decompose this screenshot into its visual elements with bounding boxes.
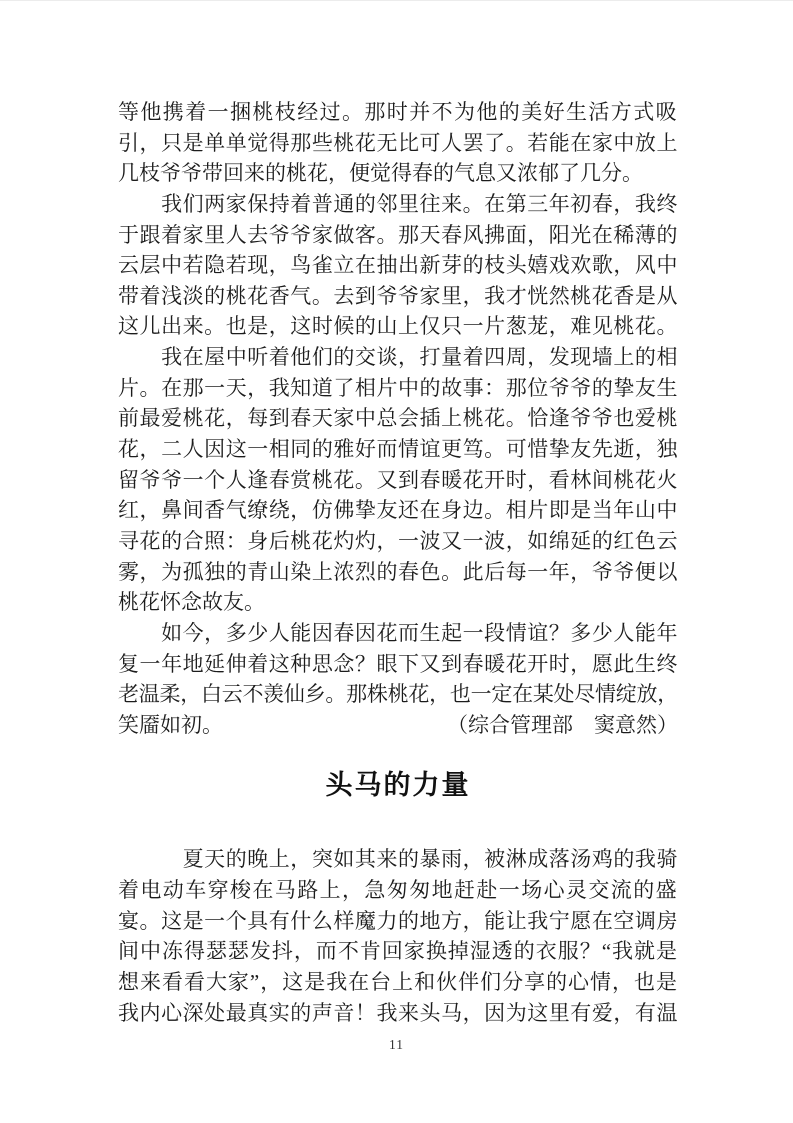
text-line [118,526,678,557]
text-line [118,557,678,588]
text-run: 花，二人因这一相同的雅好而情谊更笃。可惜挚友先逝，独 [118,437,678,462]
text-line [118,281,678,312]
text-line [118,875,678,906]
text-run: 前最爱桃花，每到春天家中总会插上桃花。恰逢爷爷也爱桃 [118,406,678,431]
text-line [118,158,678,189]
text-run: 红，鼻间香气缭绕，仿佛挚友还在身边。相片即是当年山中 [118,498,678,523]
text-run: 几枝爷爷带回来的桃花，便觉得春的气息又浓郁了几分。 [118,161,643,186]
text-line [118,128,678,159]
text-run: 我内心深处最真实的声音！我来头马，因为这里有爱，有温 [118,1000,678,1025]
text-run: 寻花的合照：身后桃花灼灼，一波又一波，如绵延的红色云 [118,528,678,553]
text-run: 老温柔，白云不羡仙乡。那株桃花，也一定在某处尽情绽放， [118,682,678,707]
text-run: 我在屋中听着他们的交谈，打量着四周，发现墙上的相 [118,345,678,370]
text-run: 带着浅淡的桃花香气。去到爷爷家里，我才恍然桃花香是从 [118,283,678,308]
text-line-with-attribution [118,710,678,741]
text-run: 这儿出来。也是，这时候的山上仅只一片葱茏，难见桃花。 [118,314,678,339]
text-line [118,679,678,710]
text-line [118,618,678,649]
text-line [118,465,678,496]
text-line [118,97,678,128]
text-line [118,220,678,251]
text-line [118,250,678,281]
text-line [118,844,678,875]
text-run: 引，只是单单觉得那些桃花无比可人罢了。若能在家中放上 [118,130,678,155]
text-run: 雾，为孤独的青山染上浓烈的春色。此后每一年，爷爷便以 [118,559,678,584]
text-line [118,587,678,618]
text-line [118,189,678,220]
text-line [118,342,678,373]
text-run: 桃花怀念故友。 [118,590,265,615]
paragraph-end-text: 笑靥如初。 [118,712,223,737]
attribution: （综合管理部 窦意然） [447,712,678,737]
text-line [118,936,678,967]
text-run: 想来看看大家”，这是我在台上和伙伴们分享的心情，也是 [118,970,678,995]
text-line [118,403,678,434]
text-line [118,967,678,998]
text-run: 于跟着家里人去爷爷家做客。那天春风拂面，阳光在稀薄的 [118,222,678,247]
text-run: 宴。这是一个具有什么样魔力的地方，能让我宁愿在空调房 [118,908,678,933]
text-run: 复一年地延伸着这种思念？眼下又到春暖花开时，愿此生终 [118,651,678,676]
text-run: 片。在那一天，我知道了相片中的故事：那位爷爷的挚友生 [118,375,678,400]
text-line [118,906,678,937]
text-line [118,434,678,465]
text-run: 等他携着一捆桃枝经过。那时并不为他的美好生活方式吸 [118,100,678,124]
page-number: 11 [389,1037,404,1052]
article-title: 头马的力量 [325,770,471,801]
text-line [118,495,678,526]
text-line [118,649,678,680]
text-run: 夏天的晚上，突如其来的暴雨，被淋成落汤鸡的我骑 [118,847,678,872]
text-line [118,311,678,342]
text-run: 间中冻得瑟瑟发抖，而不肯回家换掉湿透的衣服？“我就是 [118,939,678,964]
text-line [118,373,678,404]
text-run: 我们两家保持着普通的邻里往来。在第三年初春，我终 [118,191,678,216]
text-run: 云层中若隐若现，鸟雀立在抽出新芽的枝头嬉戏欢歌，风中 [118,253,678,278]
text-line [118,998,678,1029]
text-run: 留爷爷一个人逢春赏桃花。又到春暖花开时，看林间桃花火 [118,467,678,492]
text-run: 着电动车穿梭在马路上，急匆匆地赶赴一场心灵交流的盛 [118,878,678,903]
text-run: 如今，多少人能因春因花而生起一段情谊？多少人能年 [118,620,678,645]
page-content [118,97,678,1028]
